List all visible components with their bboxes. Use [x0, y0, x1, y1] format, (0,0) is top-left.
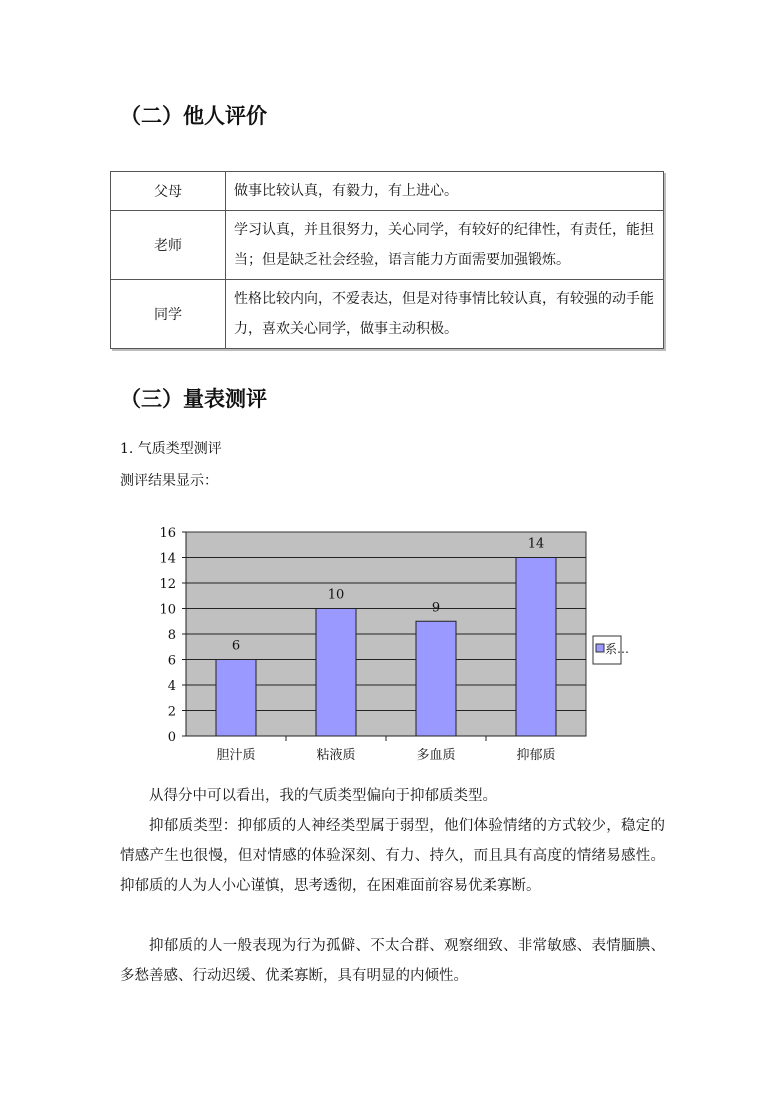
paragraph: 抑郁质类型：抑郁质的人神经类型属于弱型，他们体验情绪的方式较少，稳定的情感产生也很慢，但对情感的体验深刻、有力、持久，而且具有高度的情绪易感性。抑郁质的人为人小心谨慎，思考透彻，在困难面前容易优柔寡断。 [120, 818, 665, 894]
data-label: 9 [431, 600, 441, 616]
legend-label: 系… [605, 642, 630, 656]
x-tick-label: 抑郁质 [516, 748, 556, 763]
data-label: 14 [527, 536, 545, 552]
bar [516, 558, 556, 737]
bar [316, 609, 356, 737]
section-heading-scale: （三）量表测评 [120, 387, 267, 411]
evaluation-table [110, 171, 664, 349]
section-heading-evaluation: （二）他人评价 [120, 104, 267, 128]
x-tick-label: 胆汁质 [216, 748, 256, 763]
bar [216, 660, 256, 737]
evaluation-cell: 性格比较内向，不爱表达，但是对待事情比较认真，有较强的动手能力，喜欢关心同学，做事主动积极。 [226, 280, 664, 349]
legend-swatch [596, 644, 604, 652]
y-tick-label: 12 [159, 577, 176, 592]
y-tick-label: 8 [167, 628, 176, 643]
evaluation-cell: 做事比较认真，有毅力，有上进心。 [226, 172, 664, 211]
temperament-bar-chart [140, 520, 640, 775]
subsection-title: 1. 气质类型测评 [120, 441, 222, 457]
y-tick-label: 6 [167, 653, 176, 669]
paragraph: 抑郁质的人一般表现为行为孤僻、不太合群、观察细致、非常敏感、表情腼腆、多愁善感、行动迟缓、优柔寡断，具有明显的内倾性。 [120, 938, 665, 984]
intro-text: 测评结果显示： [120, 473, 218, 489]
chart-legend [593, 636, 629, 664]
y-tick-label: 4 [167, 679, 176, 694]
bar [416, 621, 456, 736]
y-tick-label: 14 [159, 551, 176, 567]
paragraph: 从得分中可以看出，我的气质类型偏向于抑郁质类型。 [149, 788, 497, 804]
data-label: 6 [231, 638, 241, 654]
y-tick-label: 16 [159, 526, 176, 541]
role-cell: 父母 [111, 172, 226, 211]
role-cell: 同学 [111, 280, 226, 349]
x-tick-label: 粘液质 [316, 748, 356, 763]
evaluation-cell: 学习认真，并且很努力，关心同学，有较好的纪律性，有责任，能担当；但是缺乏社会经验，语言能力方面需要加强锻炼。 [226, 211, 664, 280]
data-label: 10 [327, 587, 345, 603]
y-tick-label: 2 [167, 704, 176, 720]
role-cell: 老师 [111, 211, 226, 280]
table-row [111, 211, 664, 280]
table-row [111, 172, 664, 211]
x-tick-label: 多血质 [416, 748, 456, 763]
y-tick-label: 0 [167, 730, 176, 745]
y-tick-label: 10 [159, 602, 176, 618]
table-row [111, 280, 664, 349]
